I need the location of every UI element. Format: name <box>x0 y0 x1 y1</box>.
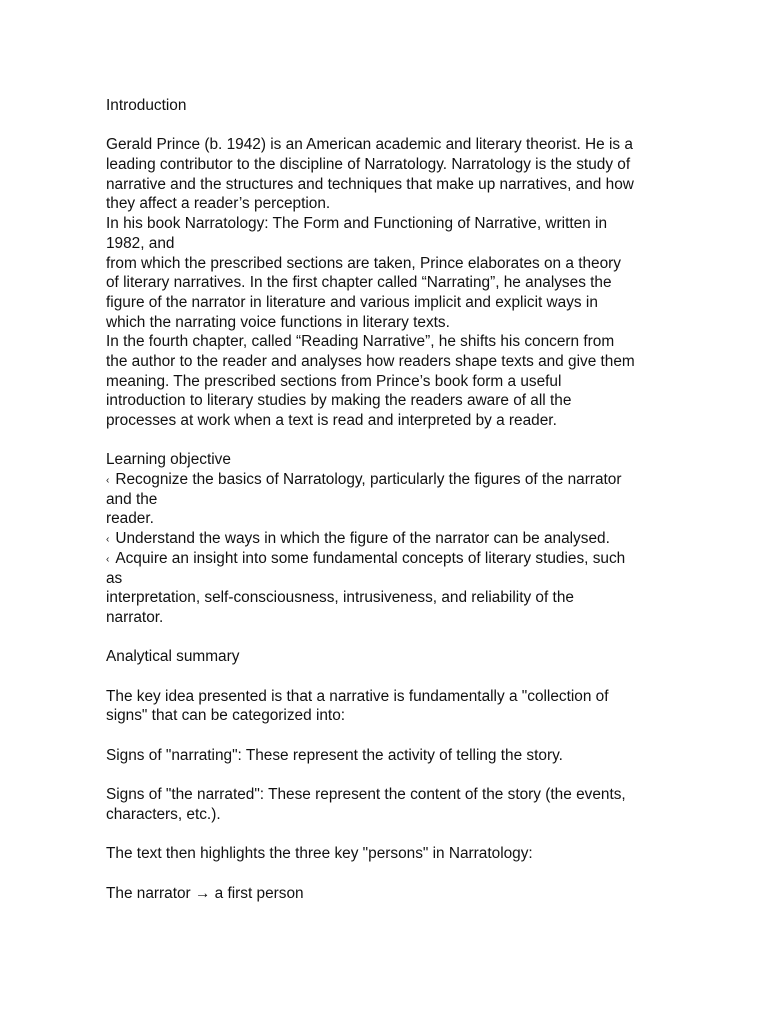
list-item-continuation: as <box>106 569 123 587</box>
text-line: The narrator → a first person <box>106 884 304 902</box>
bullet-icon: ‹ <box>106 553 110 565</box>
spacer <box>106 765 686 785</box>
spacer <box>106 667 686 687</box>
spacer <box>106 628 686 648</box>
text-line: they affect a reader’s perception. <box>106 195 331 213</box>
text-line: of literary narratives. In the first chapter called “Narrating”, he analyses the <box>106 274 612 292</box>
text-line: processes at work when a text is read and interpreted by a reader. <box>106 412 557 429</box>
text-line: In his book Narratology: The Form and Functioning of Narrative, written in <box>106 215 607 233</box>
list-item-continuation: and the <box>106 490 158 508</box>
text-line: signs" that can be categorized into: <box>106 707 346 725</box>
bullet-icon: ‹ <box>106 475 110 487</box>
text-line: the author to the reader and analyses how readers shape texts and give them <box>106 352 635 370</box>
text-line: meaning. The prescribed sections from Prince’s book form a useful <box>106 372 562 390</box>
spacer <box>106 824 686 844</box>
list-item-text: Acquire an insight into some fundamental concepts of literary studies, such <box>115 549 626 567</box>
learning-objective-heading: Learning objective <box>106 451 231 469</box>
list-item-text: Recognize the basics of Narratology, particularly the figures of the narrator <box>115 471 622 489</box>
list-item <box>106 549 686 569</box>
text-line: The text then highlights the three key "persons" in Narratology: <box>106 845 533 863</box>
text-line: which the narrating voice functions in literary texts. <box>106 313 450 331</box>
list-item <box>106 470 686 490</box>
introduction-paragraph <box>106 135 686 430</box>
text-line: In the fourth chapter, called “Reading Narrative”, he shifts his concern from <box>106 333 615 351</box>
list-item-text: Understand the ways in which the figure of the narrator can be analysed. <box>115 530 610 548</box>
text-line: leading contributor to the discipline of Narratology. Narratology is the study of <box>106 156 631 174</box>
document-page <box>106 96 686 903</box>
list-item-continuation: reader. <box>106 510 154 528</box>
text-line: characters, etc.). <box>106 805 221 823</box>
text-line: narrative and the structures and techniques that make up narratives, and how <box>106 175 634 193</box>
introduction-heading: Introduction <box>106 97 187 114</box>
learning-objective-list <box>106 470 686 628</box>
text-line: Signs of "narrating": These represent the activity of telling the story. <box>106 746 563 764</box>
text-line: Gerald Prince (b. 1942) is an American academic and literary theorist. He is a <box>106 136 633 154</box>
spacer <box>106 726 686 746</box>
text-line: from which the prescribed sections are taken, Prince elaborates on a theory <box>106 254 622 272</box>
text-line: 1982, and <box>106 234 175 252</box>
list-item-continuation: interpretation, self-consciousness, intrusiveness, and reliability of the <box>106 589 574 607</box>
spacer <box>106 116 686 136</box>
text-line: The key idea presented is that a narrative is fundamentally a "collection of <box>106 687 609 705</box>
list-item <box>106 529 686 549</box>
spacer <box>106 431 686 451</box>
spacer <box>106 864 686 884</box>
text-line: figure of the narrator in literature and various implicit and explicit ways in <box>106 293 598 311</box>
text-line: introduction to literary studies by making the readers aware of all the <box>106 392 572 410</box>
bullet-icon: ‹ <box>106 534 110 546</box>
analytical-summary-heading: Analytical summary <box>106 648 240 666</box>
list-item-continuation: narrator. <box>106 608 164 626</box>
text-line: Signs of "the narrated": These represent the content of the story (the events, <box>106 786 626 804</box>
